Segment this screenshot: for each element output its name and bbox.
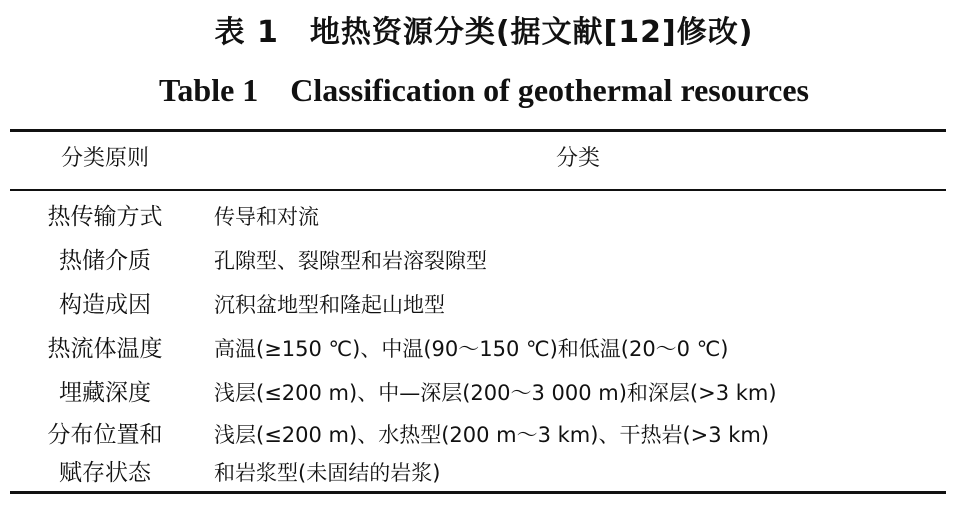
table-title-english: Table 1 Classification of geothermal resources: [158, 72, 810, 108]
row-classification-line-1: 浅层(≤200 m)、水热型(200 m～3 km)、干热岩(>3 km): [214, 423, 770, 447]
table-row-distribution-occurrence: [10, 416, 946, 492]
table-row-tectonic-origin: [10, 286, 946, 324]
row-principle-heat-transfer: 热传输方式: [47, 204, 163, 230]
row-principle-distribution-occurrence: [10, 416, 200, 492]
row-classification-tectonic-origin: 沉积盆地型和隆起山地型: [214, 293, 445, 317]
row-classification-reservoir-medium: 孔隙型、裂隙型和岩溶裂隙型: [214, 249, 487, 273]
table-row-burial-depth: [10, 374, 946, 412]
table-header-rule: [10, 189, 946, 191]
table-bottom-rule: [10, 491, 946, 494]
header-classification: 分类: [555, 146, 600, 171]
row-principle-fluid-temperature: 热流体温度: [47, 336, 163, 362]
row-classification-fluid-temperature: 高温(≥150 ℃)、中温(90～150 ℃)和低温(20～0 ℃): [214, 337, 729, 361]
table-row-fluid-temperature: [10, 330, 946, 368]
row-principle-tectonic-origin: 构造成因: [59, 292, 151, 318]
row-classification-line-2: 和岩浆型(未固结的岩浆): [214, 461, 441, 485]
row-principle-line-1: 分布位置和: [47, 422, 163, 448]
row-principle-line-2: 赋存状态: [59, 460, 151, 486]
header-classification-principle: 分类原则: [60, 146, 149, 171]
table-title-chinese: 表 1 地热资源分类(据文献[12]修改): [214, 15, 754, 50]
table-top-rule: [10, 129, 946, 132]
row-classification-heat-transfer: 传导和对流: [214, 205, 319, 229]
row-principle-reservoir-medium: 热储介质: [59, 248, 151, 274]
row-classification-distribution-occurrence: [214, 416, 942, 492]
table-row-heat-transfer: [10, 198, 946, 236]
table-row-reservoir-medium: [10, 242, 946, 280]
row-principle-burial-depth: 埋藏深度: [59, 380, 151, 406]
row-classification-burial-depth: 浅层(≤200 m)、中—深层(200～3 000 m)和深层(>3 km): [214, 381, 777, 405]
